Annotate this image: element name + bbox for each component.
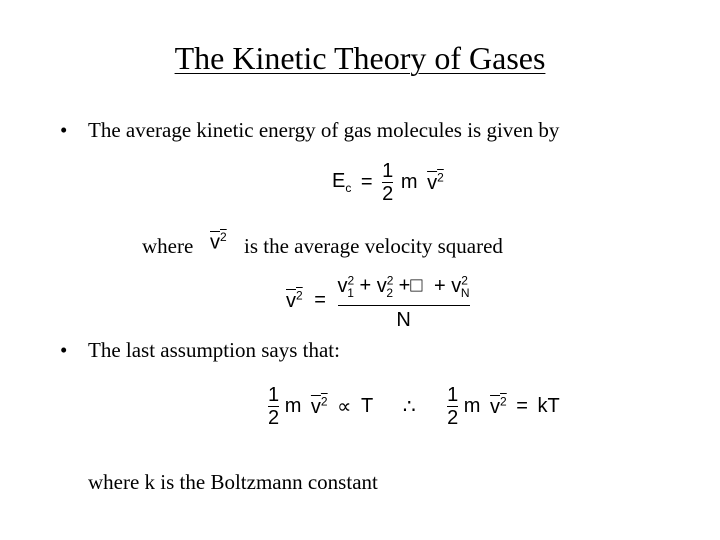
- temperature-relation-equation: $\frac{1}{2}$ m $v^2 \propto T$ ∴ $\frac{1}{2}$ m $v^2$ = kT: [268, 384, 560, 429]
- eq2-lhs: $v^2$: [286, 288, 303, 313]
- eq1-lhs-sub: c: [345, 181, 352, 195]
- eq3-fraction-1: $\frac{1}{2}$: [268, 384, 280, 429]
- eq2-equals: =: [314, 289, 326, 312]
- eq2-denominator: N: [396, 308, 411, 331]
- where-description: is the average velocity squared: [244, 234, 503, 258]
- bullet-text-1: The average kinetic energy of gas molecules is given by: [88, 118, 560, 142]
- therefore-symbol: ∴: [402, 396, 416, 418]
- eq1-equals: =: [360, 171, 373, 193]
- where-v2-symbol: $v^2$: [210, 230, 227, 254]
- bullet-marker-2: •: [60, 338, 68, 362]
- where-label: where: [142, 234, 194, 258]
- eq1-denominator: 2: [382, 183, 394, 205]
- slide-title: The Kinetic Theory of Gases: [174, 40, 546, 76]
- boltzmann-note: where k is the Boltzmann constant: [88, 470, 378, 494]
- kinetic-energy-equation: [332, 160, 444, 205]
- eq1-fraction: [382, 160, 393, 205]
- missing-glyph: □: [410, 274, 423, 297]
- eq1-numerator: 1: [382, 160, 394, 182]
- bullet-text-2: The last assumption says that:: [88, 338, 340, 362]
- eq2-numerator: $v^2_1 + v^2_2$ +□ + $v^2_N$: [337, 273, 470, 300]
- eq1-velocity-squared: $v^2$: [427, 170, 444, 194]
- bullet-marker-1: •: [60, 118, 68, 142]
- average-velocity-equation: [286, 268, 470, 334]
- eq1-lhs: E: [332, 170, 346, 192]
- eq1-mass: m: [400, 171, 418, 193]
- eq3-fraction-2: $\frac{1}{2}$: [447, 384, 459, 429]
- proportional-symbol: ∝: [337, 396, 352, 418]
- eq2-fraction: [338, 268, 470, 334]
